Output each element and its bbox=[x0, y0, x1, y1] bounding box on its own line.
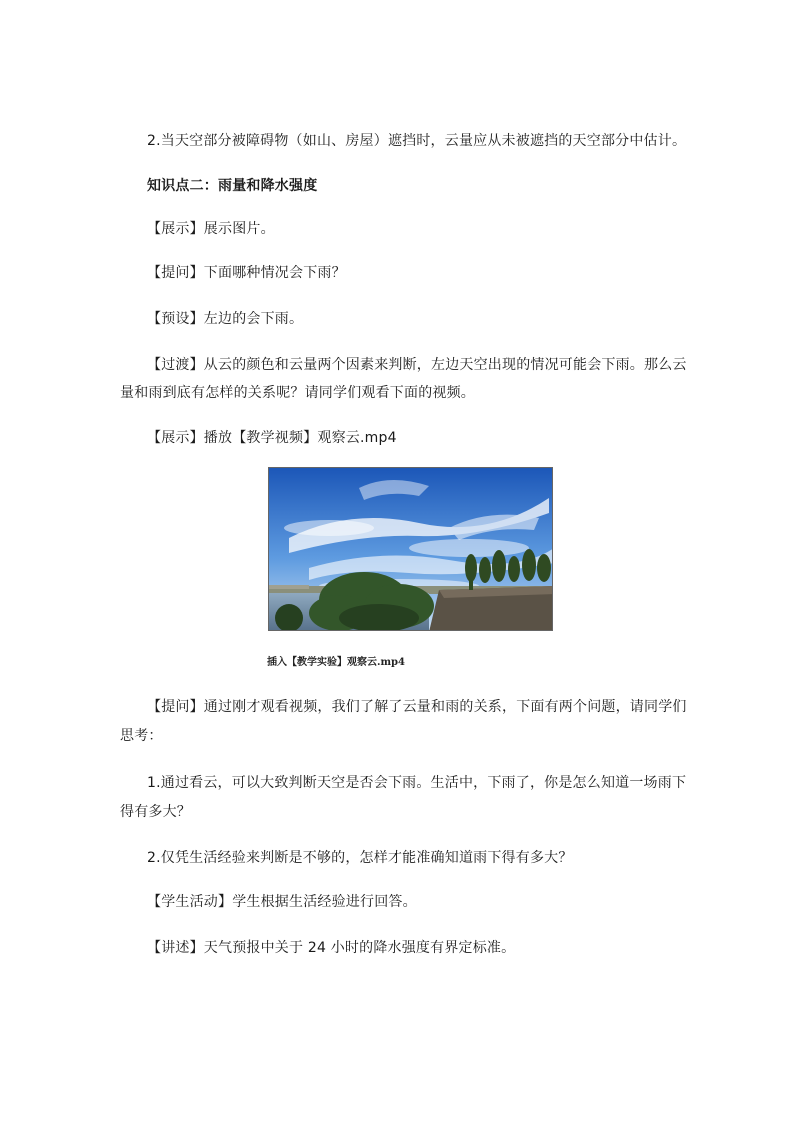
image-caption: 插入【教学实验】观察云.mp4 bbox=[267, 657, 406, 668]
paragraph-transition-line-2: 量和雨到底有怎样的关系呢？请同学们观看下面的视频。 bbox=[120, 385, 475, 401]
paragraph-ask-2-line-2: 思考： bbox=[120, 728, 163, 744]
paragraph-transition-line-1: 【过渡】从云的颜色和云量两个因素来判断，左边天空出现的情况可能会下雨。那么云 bbox=[147, 357, 687, 373]
sky-clouds-photo bbox=[268, 467, 553, 631]
paragraph-ask-1: 【提问】下面哪种情况会下雨？ bbox=[147, 265, 346, 281]
sky-clouds-image bbox=[269, 468, 553, 631]
paragraph-student-activity: 【学生活动】学生根据生活经验进行回答。 bbox=[147, 894, 417, 910]
paragraph-show-1: 【展示】展示图片。 bbox=[147, 221, 275, 237]
paragraph-question-2: 2.仅凭生活经验来判断是不够的，怎样才能准确知道雨下得有多大？ bbox=[147, 850, 573, 866]
paragraph-question-1-line-1: 1.通过看云，可以大致判断天空是否会下雨。生活中，下雨了，你是怎么知道一场雨下 bbox=[147, 775, 687, 791]
paragraph-ask-2-line-1: 【提问】通过刚才观看视频，我们了解了云量和雨的关系，下面有两个问题，请同学们 bbox=[147, 699, 687, 715]
heading-knowledge-point-2: 知识点二：雨量和降水强度 bbox=[147, 178, 318, 194]
paragraph-show-2: 【展示】播放【教学视频】观察云.mp4 bbox=[147, 430, 397, 446]
paragraph-question-1-line-2: 得有多大？ bbox=[120, 804, 191, 820]
paragraph-cloud-note: 2.当天空部分被障碍物（如山、房屋）遮挡时，云量应从未被遮挡的天空部分中估计。 bbox=[147, 133, 687, 149]
paragraph-lecture: 【讲述】天气预报中关于 24 小时的降水强度有界定标准。 bbox=[147, 940, 516, 956]
paragraph-preset-1: 【预设】左边的会下雨。 bbox=[147, 311, 304, 327]
